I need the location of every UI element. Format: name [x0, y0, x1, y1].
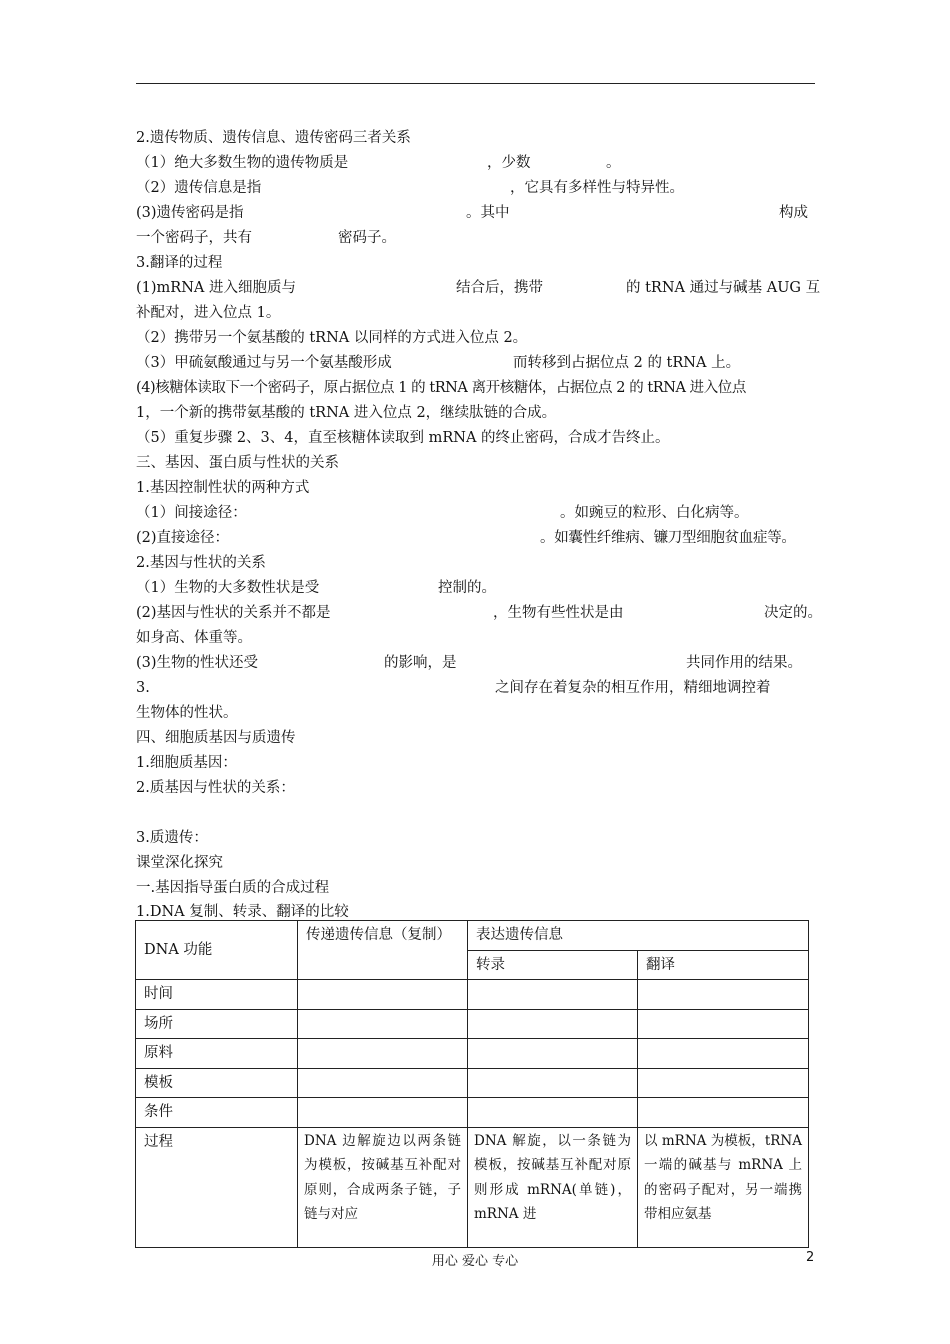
table-cell	[468, 1098, 638, 1128]
table-cell	[468, 1039, 638, 1069]
row-label: 时间	[136, 980, 298, 1010]
row-label: 模板	[136, 1068, 298, 1098]
header-cell-function: DNA 功能	[136, 921, 298, 980]
row-label: 场所	[136, 1009, 298, 1039]
text-line: 3.	[136, 680, 150, 696]
page-number: 2	[806, 1250, 815, 1265]
process-replication: DNA 边解旋边以两条链为模板，按碱基互补配对原则，合成两条子链，子链与对应	[298, 1127, 468, 1247]
text-line: 课堂深化探究	[136, 855, 223, 871]
table-row	[136, 1098, 809, 1128]
header-cell-replication: 传递遗传信息（复制）	[298, 921, 468, 980]
table-cell	[638, 1098, 809, 1128]
text-line: 决定的。	[764, 605, 822, 621]
text-line: （2）携带另一个氨基酸的 tRNA 以同样的方式进入位点 2。	[136, 330, 528, 346]
text-line: ，生物有些性状是由	[493, 605, 624, 621]
text-line: 1.基因控制性状的两种方式	[136, 480, 310, 496]
text-line: (4)核糖体读取下一个密码子，原占据位点 1 的 tRNA 离开核糖体，占据位点 2 的 tRNA 进入位点	[136, 380, 746, 396]
text-line: 补配对，进入位点 1。	[136, 305, 281, 321]
process-translation: 以 mRNA 为模板，tRNA 一端的碱基与 mRNA 上的密码子配对，另一端携带相应氨基	[638, 1127, 809, 1247]
text-line: (3)生物的性状还受	[136, 655, 259, 671]
text-line: 生物体的性状。	[136, 705, 238, 721]
text-line: (2)基因与性状的关系并不都是	[136, 605, 331, 621]
row-label: 条件	[136, 1098, 298, 1128]
text-line: 共同作用的结果。	[686, 655, 802, 671]
text-line: (1)mRNA 进入细胞质与	[136, 280, 296, 296]
section-heading: 三、基因、蛋白质与性状的关系	[136, 455, 339, 471]
table-cell	[298, 1039, 468, 1069]
text-line: (3)遗传密码是指	[136, 205, 244, 221]
text-line: ，它具有多样性与特异性。	[510, 180, 684, 196]
table-row	[136, 1068, 809, 1098]
text-line: 1.细胞质基因：	[136, 755, 237, 771]
text-line: 而转移到占据位点 2 的 tRNA 上。	[513, 355, 741, 371]
text-line: 构成	[779, 205, 808, 221]
text-line: (2)直接途径：	[136, 530, 230, 546]
header-rule	[136, 83, 815, 84]
row-label: 原料	[136, 1039, 298, 1069]
table-cell	[298, 1068, 468, 1098]
process-transcription: DNA 解旋，以一条链为模板，按碱基互补配对原则形成 mRNA(单链)，mRNA 进	[468, 1127, 638, 1247]
text-line: 1.DNA 复制、转录、翻译的比较	[136, 904, 349, 920]
text-line: 2.遗传物质、遗传信息、遗传密码三者关系	[136, 130, 411, 146]
text-line: （1）生物的大多数性状是受	[136, 580, 320, 596]
text-line: 控制的。	[438, 580, 496, 596]
table-cell	[298, 1098, 468, 1128]
table-cell	[638, 980, 809, 1010]
text-line: ，少数	[487, 155, 531, 171]
row-label: 过程	[136, 1127, 298, 1247]
text-line: 的影响，是	[384, 655, 457, 671]
table-cell	[468, 1068, 638, 1098]
text-line: 结合后，携带	[456, 280, 543, 296]
section-heading: 四、细胞质基因与质遗传	[136, 730, 296, 746]
text-line: 3.翻译的过程	[136, 255, 223, 271]
header-cell-expression: 表达遗传信息	[468, 921, 809, 951]
text-line: （1）绝大多数生物的遗传物质是	[136, 155, 349, 171]
text-line: 1，一个新的携带氨基酸的 tRNA 进入位点 2，继续肽链的合成。	[136, 405, 557, 421]
text-line: （2）遗传信息是指	[136, 180, 262, 196]
text-line: 2.质基因与性状的关系：	[136, 780, 295, 796]
text-line: （3）甲硫氨酸通过与另一个氨基酸形成	[136, 355, 392, 371]
table-header-row	[136, 921, 809, 951]
table-row-process	[136, 1127, 809, 1247]
table-cell	[298, 1009, 468, 1039]
text-line: 。其中	[466, 205, 510, 221]
page-footer: 用心 爱心 专心	[431, 1254, 519, 1269]
table-cell	[468, 980, 638, 1010]
text-line: 一个密码子，共有	[136, 230, 252, 246]
comparison-table	[135, 920, 809, 1248]
table-row	[136, 980, 809, 1010]
table-row	[136, 1039, 809, 1069]
table-cell	[638, 1039, 809, 1069]
table-cell	[638, 1009, 809, 1039]
text-line: 2.基因与性状的关系	[136, 555, 266, 571]
text-line: 的 tRNA 通过与碱基 AUG 互	[626, 280, 821, 296]
section-heading: 一.基因指导蛋白质的合成过程	[136, 880, 330, 896]
text-line: （5）重复步骤 2、3、4，直至核糖体读取到 mRNA 的终止密码，合成才告终止。	[136, 430, 670, 446]
header-cell-translation: 翻译	[638, 950, 809, 980]
text-line: 如身高、体重等。	[136, 630, 252, 646]
table-cell	[468, 1009, 638, 1039]
text-line: （1）间接途径：	[136, 505, 247, 521]
text-line: 密码子。	[338, 230, 396, 246]
text-line: 。如囊性纤维病、镰刀型细胞贫血症等。	[540, 530, 796, 546]
text-line: 。	[606, 155, 621, 171]
table-cell	[298, 980, 468, 1010]
text-line: 。如豌豆的粒形、白化病等。	[560, 505, 749, 521]
table-cell	[638, 1068, 809, 1098]
table-row	[136, 1009, 809, 1039]
text-line: 3.质遗传：	[136, 830, 208, 846]
text-line: 之间存在着复杂的相互作用，精细地调控着	[495, 680, 771, 696]
header-cell-transcription: 转录	[468, 950, 638, 980]
